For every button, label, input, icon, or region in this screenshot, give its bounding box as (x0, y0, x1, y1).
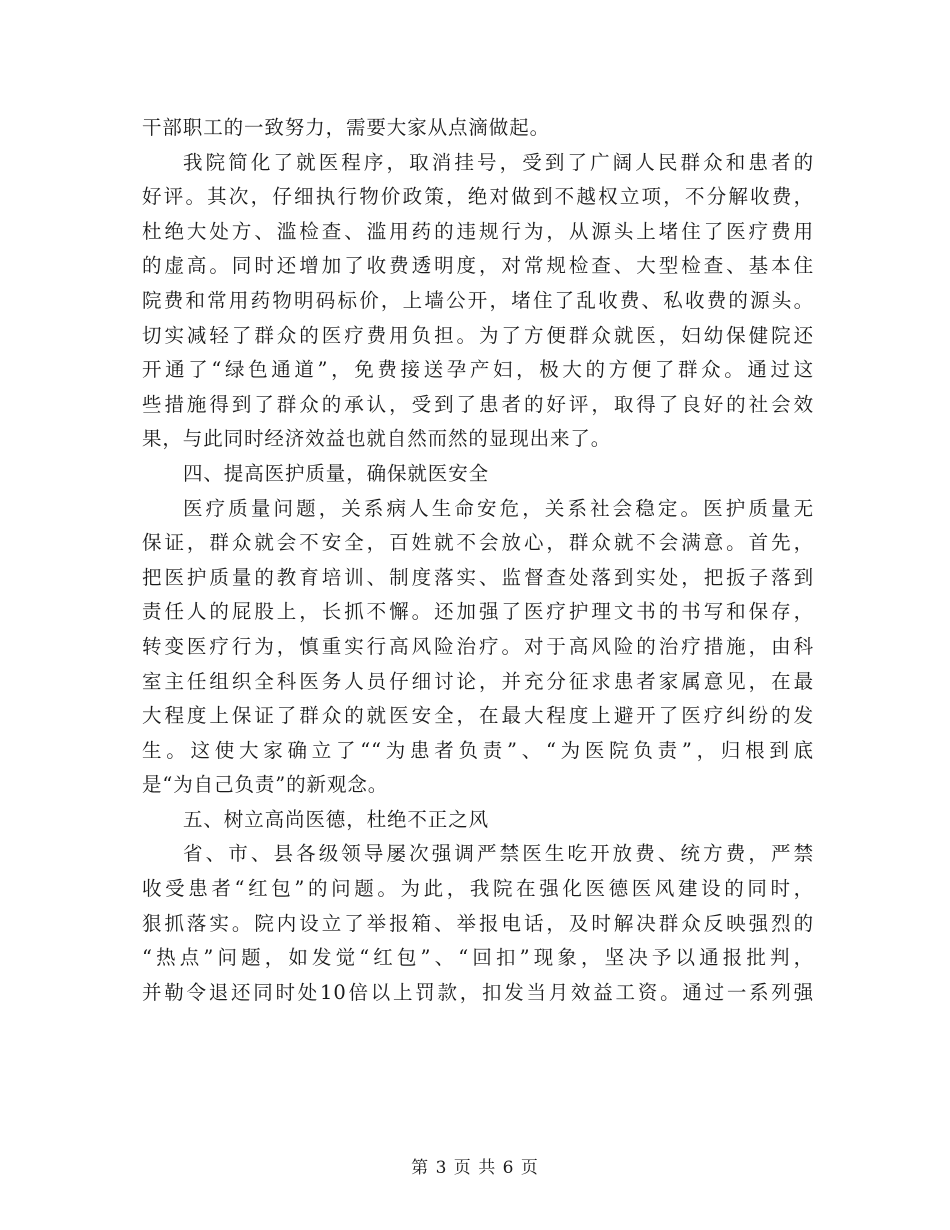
document-body (142, 111, 814, 1010)
text-line: 医疗质量问题，关系病人生命安危，关系社会稳定。医护质量无 (183, 496, 814, 520)
text-line: 好评。其次，仔细执行物价政策，绝对做到不越权立项，不分解收费， (142, 185, 814, 209)
text-line: 五、树立高尚医德，杜绝不正之风 (183, 807, 490, 831)
text-line: 切实减轻了群众的医疗费用负担。为了方便群众就医，妇幼保健院还 (142, 323, 814, 347)
text-line: 大程度上保证了群众的就医安全，在最大程度上避开了医疗纠纷的发 (142, 704, 814, 728)
text-line: 杜绝大处方、滥检查、滥用药的违规行为，从源头上堵住了医疗费用 (142, 219, 814, 243)
text-line: 责任人的屁股上，长抓不懈。还加强了医疗护理文书的书写和保存， (142, 600, 814, 624)
text-line: 省、市、县各级领导屡次强调严禁医生吃开放费、统方费，严禁 (183, 842, 814, 866)
text-line: 并勒令退还同时处10倍以上罚款，扣发当月效益工资。通过一系列强 (142, 980, 814, 1004)
text-line: 是“为自己负责”的新观念。 (142, 773, 389, 797)
text-line: 收受患者“红包”的问题。为此，我院在强化医德医风建设的同时， (142, 877, 814, 901)
text-line: 狠抓落实。院内设立了举报箱、举报电话，及时解决群众反映强烈的 (142, 911, 814, 935)
text-line: 院费和常用药物明码标价，上墙公开，堵住了乱收费、私收费的源头。 (142, 288, 814, 312)
text-line: 生。这使大家确立了““为患者负责”、“为医院负责”，归根到底 (142, 738, 814, 762)
page-footer: 第 3 页 共 6 页 (411, 1158, 539, 1178)
text-line: 转变医疗行为，慎重实行高风险治疗。对于高风险的治疗措施，由科 (142, 634, 814, 658)
text-line: “热点”问题，如发觉“红包”、“回扣”现象，坚决予以通报批判， (142, 946, 814, 970)
text-line: 四、提高医护质量，确保就医安全 (183, 461, 490, 485)
text-line: 开通了“绿色通道”，免费接送孕产妇，极大的方便了群众。通过这 (142, 358, 814, 382)
text-line: 些措施得到了群众的承认，受到了患者的好评，取得了良好的社会效 (142, 392, 814, 416)
text-line: 把医护质量的教育培训、制度落实、监督查处落到实处，把扳子落到 (142, 565, 814, 589)
text-line: 室主任组织全科医务人员仔细讨论，并充分征求患者家属意见，在最 (142, 669, 814, 693)
text-line: 果，与此同时经济效益也就自然而然的显现出来了。 (142, 427, 612, 451)
text-line: 保证，群众就会不安全，百姓就不会放心，群众就不会满意。首先， (142, 531, 814, 555)
text-line: 我院简化了就医程序，取消挂号，受到了广阔人民群众和患者的 (183, 150, 814, 174)
text-line: 的虚高。同时还增加了收费透明度，对常规检查、大型检查、基本住 (142, 254, 814, 278)
text-line: 干部职工的一致努力，需要大家从点滴做起。 (142, 116, 551, 139)
